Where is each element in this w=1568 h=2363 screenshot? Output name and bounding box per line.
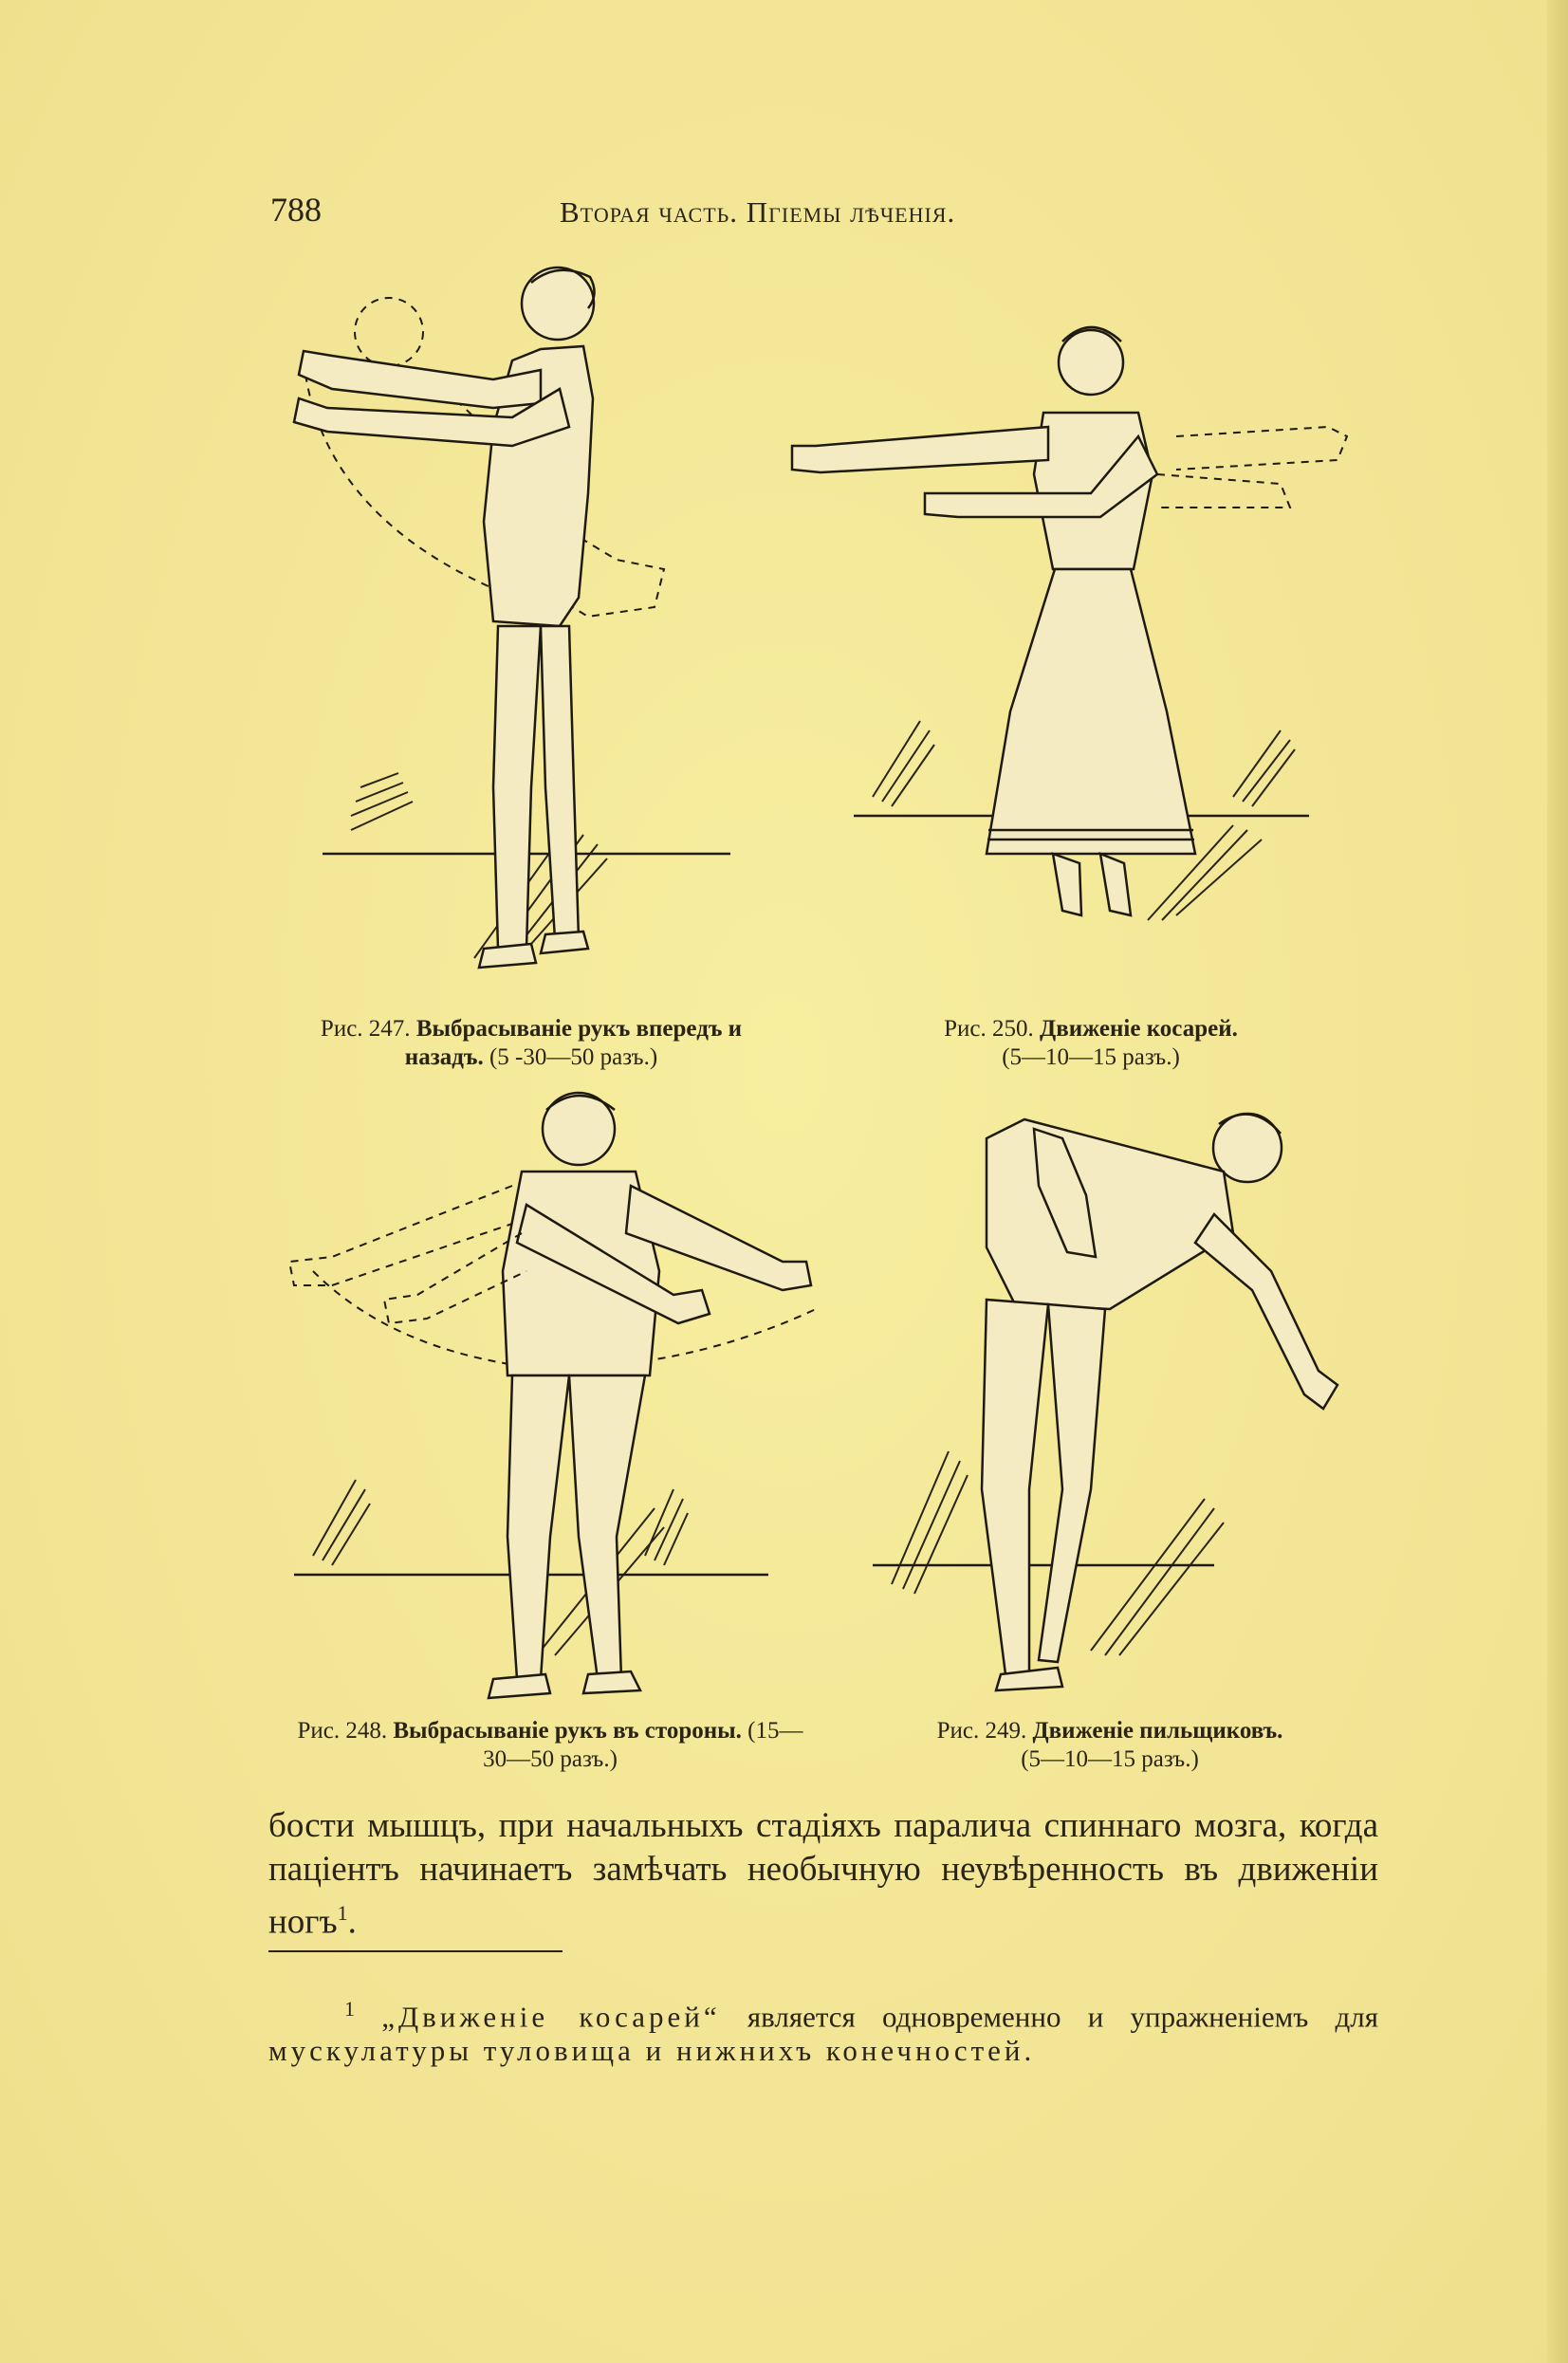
body-paragraph: бости мышцъ, при начальныхъ стадіяхъ паралича спиннаго мозга, когда паціентъ начинаетъ замѣчать необычную неувѣренность въ движеніи ногъ$^1$.: [268, 1806, 1378, 1942]
footnote-reference[interactable]: 1: [337, 1901, 348, 1925]
figure-250-reps: (5—10—15 разъ.): [1002, 1044, 1180, 1070]
figure-250-illustration: [778, 304, 1404, 1006]
figure-249-reps: (5—10—15 разъ.): [1021, 1746, 1199, 1772]
footnote-spaced-term: „Движеніе косарей“: [381, 2000, 721, 2034]
page-header: [270, 190, 1314, 237]
figure-250-caption: [854, 1015, 1328, 1072]
figure-248-caption: [294, 1717, 806, 1774]
body-paragraph-text: бости мышцъ, при начальныхъ стадіяхъ паралича спиннаго мозга, когда паціентъ начинаетъ замѣчать необычную неувѣренность въ движеніи ногъ: [268, 1806, 1378, 1942]
figure-248-reps: (15—30—50 разъ.): [483, 1718, 803, 1772]
page-number: 788: [270, 191, 322, 229]
figure-250-number: Рис. 250.: [944, 1016, 1034, 1042]
footnote-spaced-tail: мускулатуры туловища и нижнихъ конечностей.: [268, 2034, 1036, 2068]
figure-247-title: Выбрасываніе рукъ впередъ и назадъ.: [404, 1016, 743, 1070]
figure-247-caption: [285, 1015, 778, 1072]
figure-247-number: Рис. 247.: [320, 1016, 411, 1042]
figure-248-title: Выбрасываніе рукъ въ стороны.: [393, 1718, 742, 1744]
figure-249-title: Движеніе пильщиковъ.: [1032, 1718, 1283, 1744]
figure-249-illustration: [873, 1081, 1404, 1708]
figure-248-number: Рис. 248.: [297, 1718, 388, 1744]
running-title: Вторая часть. Пгіемы лѣченія.: [560, 195, 956, 229]
figure-247-reps: (5 -30—50 разъ.): [489, 1044, 658, 1070]
figure-250-title: Движеніе косарей.: [1040, 1016, 1238, 1042]
figure-249-number: Рис. 249.: [936, 1718, 1027, 1744]
figure-247-illustration: [256, 256, 749, 1006]
figure-248-illustration: [275, 1081, 863, 1717]
footnote-divider: [268, 1950, 563, 1952]
footnote: [268, 1992, 1378, 2068]
footnote-text: является одновременно и упражненіемъ для: [720, 2000, 1378, 2034]
page-edge: [1547, 0, 1568, 2363]
footnote-mark: 1: [344, 1997, 355, 2021]
figure-249-caption: [863, 1717, 1356, 1774]
